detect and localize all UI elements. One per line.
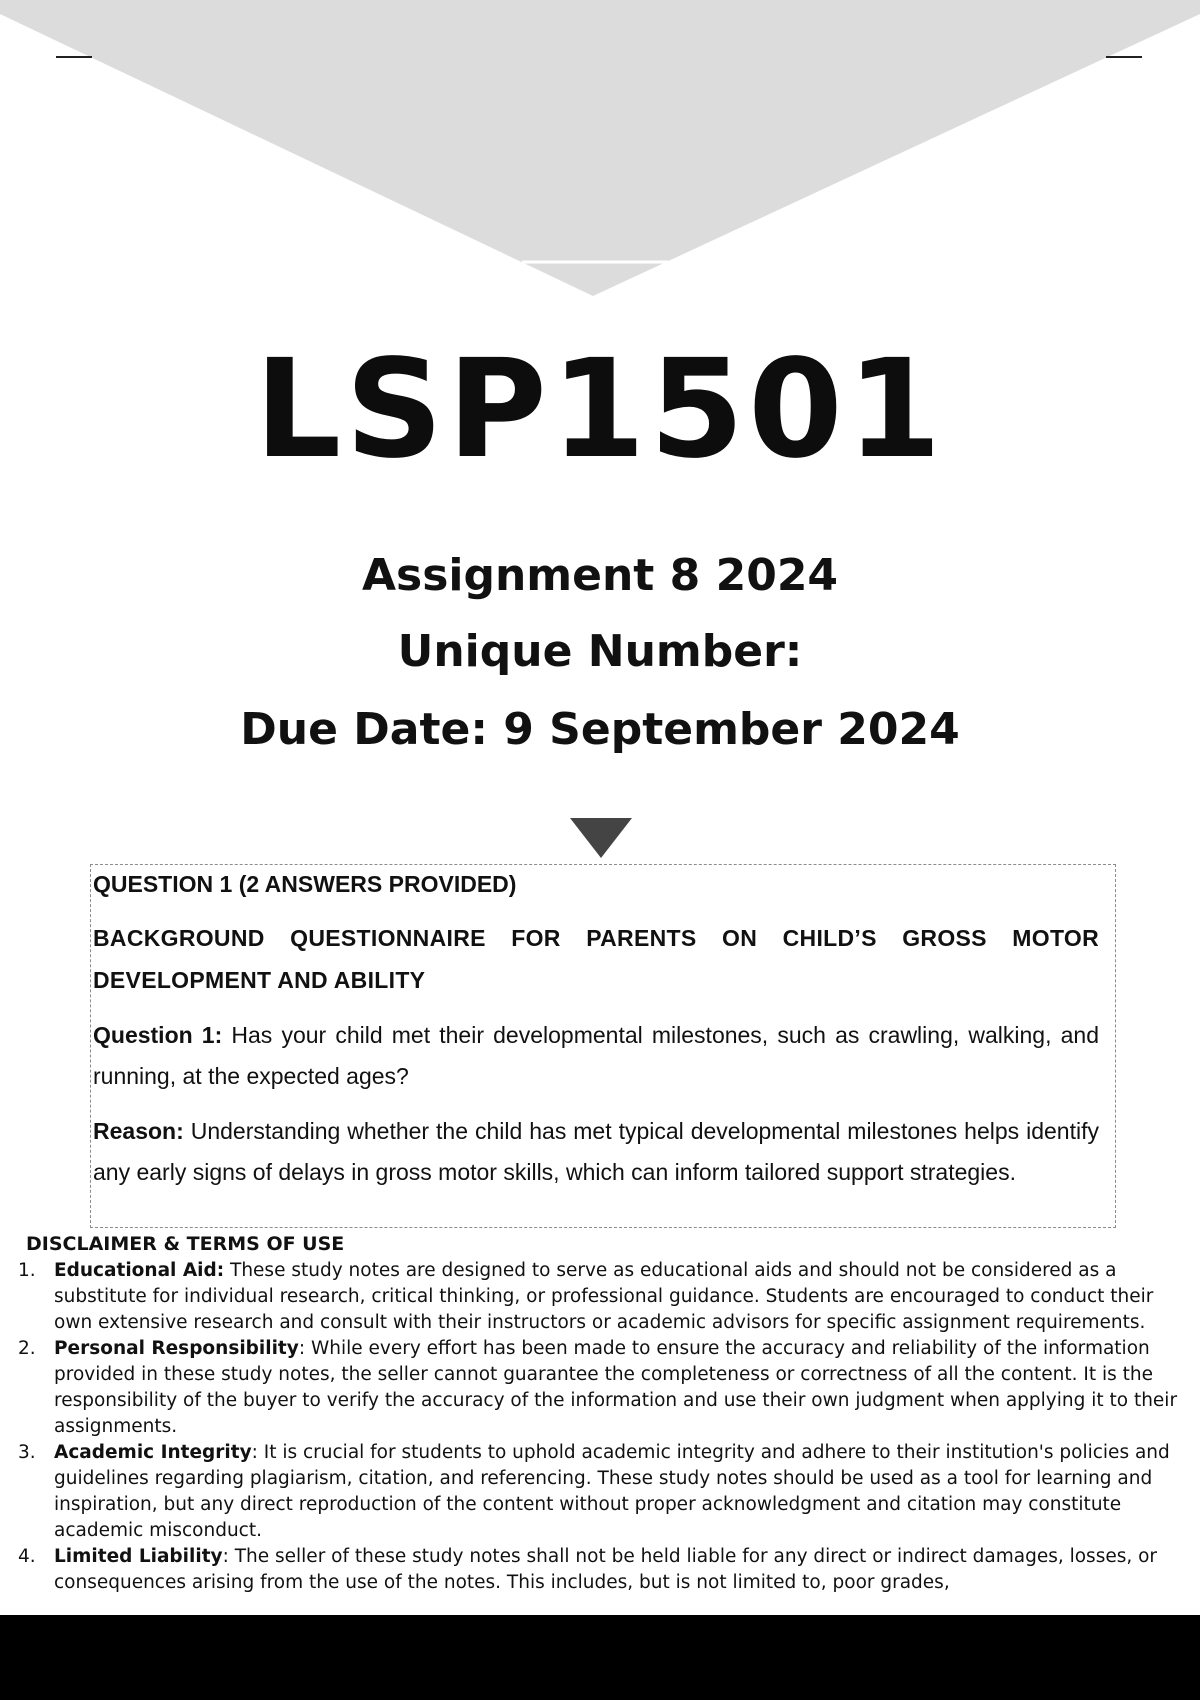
term-text: : The seller of these study notes shall not be held liable for any direct or indirect damages, losses, or consequences arising from the use of the notes. This includes, but is not limited to, poor grades, <box>54 1546 1158 1593</box>
term-number: 4. <box>18 1546 36 1567</box>
question-label: Question 1: <box>93 1022 223 1048</box>
question-text: Has your child met their developmental milestones, such as crawling, walking, and running, at the expected ages? <box>93 1022 1099 1089</box>
term-title: Limited Liability <box>54 1546 223 1567</box>
term-number: 3. <box>18 1442 36 1463</box>
reason-label: Reason: <box>93 1118 184 1144</box>
term-item <box>14 1336 1186 1440</box>
question-paragraph <box>93 1015 1099 1097</box>
term-title: Academic Integrity <box>54 1442 252 1463</box>
term-title: Personal Responsibility <box>54 1338 299 1359</box>
question-preview-box <box>90 864 1116 1228</box>
term-item <box>14 1258 1186 1336</box>
term-number: 1. <box>18 1260 36 1281</box>
corner-mark-left <box>56 56 92 58</box>
unique-number-line: Unique Number: <box>397 626 803 677</box>
terms-list <box>14 1258 1186 1596</box>
term-text: : While every effort has been made to ensure the accuracy and reliability of the information provided in these study notes, the seller cannot guarantee the completeness or correctness of all the content. It is the responsibility of the buyer to verify the accuracy of the information and use their own judgment when applying it to their assignments. <box>54 1338 1178 1437</box>
corner-mark-right <box>1106 56 1142 58</box>
questionnaire-title: BACKGROUND QUESTIONNAIRE FOR PARENTS ON CHILD’S GROSS MOTOR DEVELOPMENT AND ABILITY <box>93 925 1099 993</box>
term-text: These study notes are designed to serve as educational aids and should not be considered as a substitute for individual research, critical thinking, or professional guidance. Students are encouraged to conduct their own extensive research and consult with their instructors or academic advisors for specific assignment requirements. <box>54 1260 1154 1333</box>
disclaimer-title: DISCLAIMER & TERMS OF USE <box>26 1233 345 1255</box>
due-date-line: Due Date: 9 September 2024 <box>240 704 960 755</box>
banner-chevron-shape <box>0 0 1200 296</box>
term-number: 2. <box>18 1338 36 1359</box>
cover-banner <box>0 0 1200 300</box>
assignment-line: Assignment 8 2024 <box>361 550 839 601</box>
term-text: : It is crucial for students to uphold academic integrity and adhere to their institution's policies and guidelines regarding plagiarism, citation, and referencing. These study notes should be used as a tool for learning and inspiration, but any direct reproduction of the content without proper acknowledgment and citation may constitute academic misconduct. <box>54 1442 1170 1541</box>
bottom-black-bar <box>0 1615 1200 1700</box>
reason-paragraph <box>93 1111 1099 1193</box>
term-item <box>14 1440 1186 1544</box>
question-heading: QUESTION 1 (2 ANSWERS PROVIDED) <box>93 871 517 897</box>
course-code-title: LSP1501 <box>254 331 946 489</box>
reason-text: Understanding whether the child has met typical developmental milestones helps identify any early signs of delays in gross motor skills, which can inform tailored support strategies. <box>93 1118 1099 1185</box>
term-title: Educational Aid: <box>54 1260 225 1281</box>
term-item <box>14 1544 1186 1596</box>
down-arrow-icon <box>570 818 632 858</box>
